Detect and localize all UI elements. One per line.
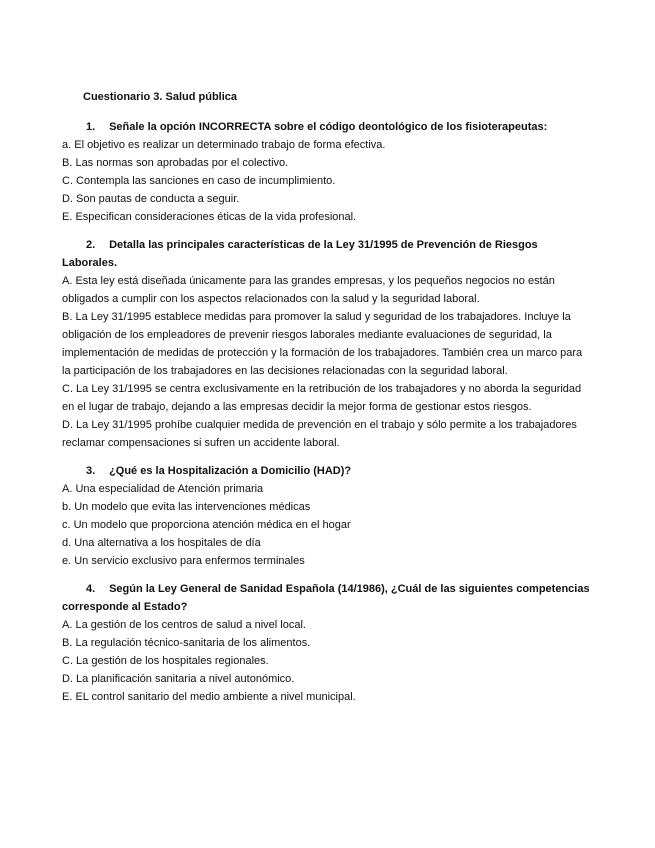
answer-option: A. Una especialidad de Atención primaria <box>62 483 264 495</box>
question-heading <box>62 118 592 136</box>
page-title: Cuestionario 3. Salud pública <box>83 91 238 103</box>
question-1 <box>62 118 592 226</box>
answer-option: E. EL control sanitario del medio ambiente a nivel municipal. <box>62 691 356 703</box>
answer-option: C. La Ley 31/1995 se centra exclusivamente en la retribución de los trabajadores y no aborda la seguridad en el lugar de trabajo, dejando a las empresas decidir la mejor forma de gestionar estos riesgos. <box>62 383 582 413</box>
answer-option: D. La planificación sanitaria a nivel autonómico. <box>62 673 295 685</box>
answer-option: b. Un modelo que evita las intervenciones médicas <box>62 501 311 513</box>
answer-option: e. Un servicio exclusivo para enfermos terminales <box>62 555 305 567</box>
question-4 <box>62 580 592 706</box>
question-text: Detalla las principales características de la Ley 31/1995 de Prevención de Riesgos Laborales. <box>62 239 538 269</box>
answer-options <box>62 136 592 226</box>
question-heading <box>62 580 592 616</box>
question-3 <box>62 462 592 570</box>
answer-option: B. Las normas son aprobadas por el colectivo. <box>62 157 289 169</box>
answer-option: C. Contempla las sanciones en caso de incumplimiento. <box>62 175 336 187</box>
answer-options <box>62 272 592 452</box>
answer-option: D. Son pautas de conducta a seguir. <box>62 193 240 205</box>
answer-option: E. Especifican consideraciones éticas de la vida profesional. <box>62 211 357 223</box>
question-number: 1. <box>86 121 96 133</box>
question-text: Señale la opción INCORRECTA sobre el código deontológico de los fisioterapeutas: <box>109 121 548 133</box>
question-2 <box>62 236 592 452</box>
question-text: Según la Ley General de Sanidad Española (14/1986), ¿Cuál de las siguientes competencias corresponde al Estado? <box>62 583 590 613</box>
answer-option: A. Esta ley está diseñada únicamente para las grandes empresas, y los pequeños negocios no están obligados a cumplir con los aspectos relacionados con la salud y la seguridad laboral. <box>62 275 555 305</box>
answer-option: D. La Ley 31/1995 prohíbe cualquier medida de prevención en el trabajo y sólo permite a los trabajadores reclamar compensaciones si sufren un accidente laboral. <box>62 419 577 449</box>
answer-option: d. Una alternativa a los hospitales de día <box>62 537 261 549</box>
question-text: ¿Qué es la Hospitalización a Domicilio (HAD)? <box>109 465 352 477</box>
answer-options <box>62 480 592 570</box>
answer-option: c. Un modelo que proporciona atención médica en el hogar <box>62 519 351 531</box>
answer-option: A. La gestión de los centros de salud a nivel local. <box>62 619 306 631</box>
question-number: 4. <box>86 583 96 595</box>
answer-option: B. La regulación técnico-sanitaria de los alimentos. <box>62 637 311 649</box>
answer-options <box>62 616 592 706</box>
answer-option: C. La gestión de los hospitales regionales. <box>62 655 269 667</box>
question-heading <box>62 236 592 272</box>
question-heading <box>62 462 592 480</box>
answer-option: B. La Ley 31/1995 establece medidas para promover la salud y seguridad de los trabajadores. Incluye la obligación de los empleadores de prevenir riesgos laborales mediante evaluaciones de seguridad, la implementación de medidas de protección y la formación de los trabajadores. También crea un marco para la participación de los trabajadores en las decisiones relacionadas con la seguridad laboral. <box>62 311 583 377</box>
question-number: 2. <box>86 239 96 251</box>
document-page <box>62 88 592 716</box>
answer-option: a. El objetivo es realizar un determinado trabajo de forma efectiva. <box>62 139 386 151</box>
question-number: 3. <box>86 465 96 477</box>
